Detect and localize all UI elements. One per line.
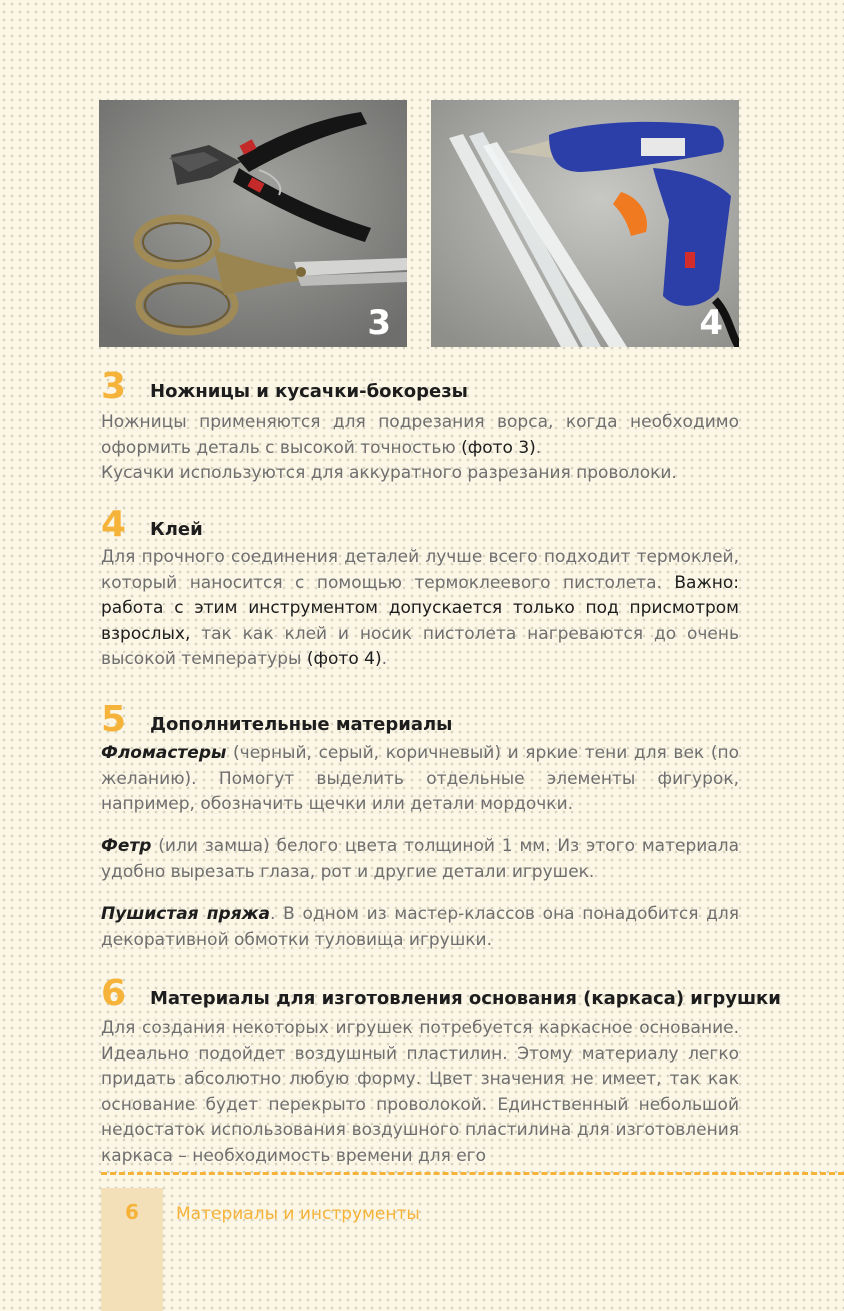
section-number-5: 5 [101, 699, 127, 740]
section-title-glue: Клей [150, 519, 203, 540]
section-number-4: 4 [101, 504, 127, 545]
photo-number: 4 [699, 303, 723, 343]
paragraph-end: . [381, 649, 387, 669]
paragraph-end: . [535, 437, 542, 458]
paragraph-rest: так как клей и носик пистолета нагреваются до очень высокой температуры [101, 623, 739, 669]
paragraph-markers [101, 741, 739, 818]
term-markers: Фломастеры [101, 743, 227, 763]
footer-divider [101, 1172, 844, 1175]
section-title-scissors: Ножницы и кусачки-бокорезы [150, 381, 468, 402]
photo-reference-3: (фото 3) [461, 437, 536, 458]
paragraph-text: (черный, серый, коричневый) и яркие тени для век (по желанию). Помогут выделить отдельные элементы фигурок, например, обозначить щечки или детали мордочки. [101, 743, 739, 814]
term-yarn: Пушистая пряжа [101, 904, 271, 924]
paragraph-scissors [101, 410, 739, 461]
section-number-6: 6 [101, 973, 127, 1014]
term-felt: Фетр [101, 836, 152, 856]
section-number-3: 3 [101, 366, 127, 407]
paragraph-text: . В одном из мастер-классов она понадобится для декоративной обмотки туловища игрушки. [101, 904, 739, 950]
paragraph-felt [101, 834, 739, 885]
paragraph-glue [101, 545, 739, 673]
photo-reference-4: (фото 4) [306, 649, 382, 669]
paragraph-cutters: Кусачки используются для аккуратного разрезания проволоки. [101, 463, 677, 483]
safety-warning: Важно: работа с этим инструментом допускается только под присмотром взрослых, [101, 572, 739, 644]
footer-chapter-title: Материалы и инструменты [176, 1204, 420, 1224]
photo-glue-gun [431, 100, 739, 347]
section-title-additional: Дополнительные материалы [150, 714, 453, 735]
paragraph-text: Для прочного соединения деталей лучше всего подходит термоклей, который наносится с помощью термоклеевого пистолета. [101, 547, 739, 593]
page-number: 6 [125, 1200, 139, 1224]
photo-number: 3 [367, 303, 391, 343]
glue-gun-illustration [431, 100, 739, 347]
paragraph-frame: Для создания некоторых игрушек потребуется каркасное основание. Идеально подойдет воздушный пластилин. Этому материалу легко придать абсолютно любую форму. Цвет значения не имеет, так как основание будет перекрыто проволокой. Единственный небольшой недостаток использования воздушного пластилина для изготовления каркаса – необходимость времени для его [101, 1018, 739, 1166]
scissors-cutters-illustration [99, 100, 407, 347]
paragraph-text: Ножницы применяются для подрезания ворса, когда необходимо оформить деталь с высокой точностью [101, 412, 739, 458]
photo-scissors-cutters [99, 100, 407, 347]
section-title-frame: Материалы для изготовления основания (каркаса) игрушки [150, 988, 781, 1009]
paragraph-text: (или замша) белого цвета толщиной 1 мм. Из этого материала удобно вырезать глаза, рот и другие детали игрушек. [101, 836, 739, 882]
paragraph-yarn [101, 902, 739, 953]
